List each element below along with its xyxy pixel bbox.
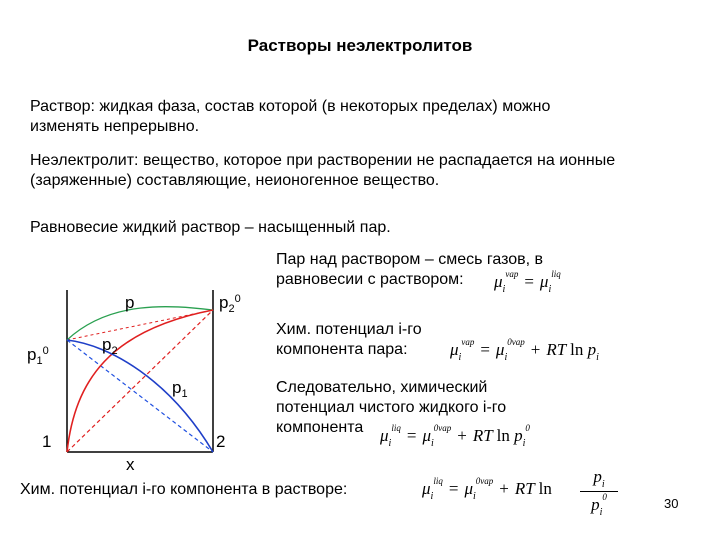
definition-nonelectrolyte-line1: Неэлектролит: вещество, которое при растворении не распадается на ионные (30, 152, 616, 169)
fraction-bar (580, 491, 618, 492)
pure-liquid-line2: потенциал чистого жидкого i-го (276, 399, 507, 416)
definition-solution (30, 97, 550, 137)
definition-solution-line1: Раствор: жидкая фаза, состав которой (в некоторых пределах) можно (30, 98, 551, 115)
formula-vapor-potential: $\mu_i^{vap} = \mu_i^{0vap}$ + RT $\ln p_i$ (450, 337, 599, 363)
label-x-axis: x (126, 455, 135, 470)
equilibrium-statement: Равновесие жидкий раствор – насыщенный пар. (30, 219, 391, 236)
definition-solution-line2: изменять непрерывно. (30, 118, 200, 135)
vapor-potential-line1: Хим. потенциал i-го (276, 321, 422, 338)
vapor-pressure-diagram (20, 280, 270, 470)
label-p1-0: $p_1^0$ (27, 345, 49, 367)
formula-pure-liquid: $\mu_i^{liq} = \mu_i^{0vap}$ + RT $\ln p_i^0$ (380, 423, 530, 449)
vapor-potential-line2: компонента пара: (276, 341, 408, 358)
page-title: Растворы неэлектролитов (247, 36, 473, 55)
fraction-denominator: $p_i^0$ (591, 492, 607, 518)
definition-nonelectrolyte-line2: (заряженные) составляющие, неионогенное вещество. (30, 172, 440, 189)
pure-liquid-line3: компонента (276, 419, 364, 436)
vapor-mixture-line1: Пар над раствором – смесь газов, в (276, 251, 544, 268)
label-p1: $p_1$ (172, 378, 188, 400)
label-p: p (125, 293, 135, 312)
page-number: 30 (664, 496, 679, 511)
vapor-mixture-line2: равновесии с раствором: (276, 271, 464, 288)
formula-equilibrium: $\mu_i^{vap} = \mu_i^{liq}$ (494, 269, 561, 295)
label-p2-0: $p_2^0$ (219, 293, 241, 315)
label-component-2: 2 (216, 432, 226, 451)
ideal-p1-line (67, 340, 213, 452)
solution-potential-text: Хим. потенциал i-го компонента в растворе: (20, 481, 348, 498)
label-p2: $p_2$ (102, 335, 118, 357)
vapor-potential-text (276, 320, 422, 360)
pure-liquid-line1: Следовательно, химический (276, 379, 488, 396)
definition-nonelectrolyte (30, 151, 615, 191)
label-component-1: 1 (42, 432, 52, 451)
fraction-numerator: $p_i$ (593, 467, 605, 490)
